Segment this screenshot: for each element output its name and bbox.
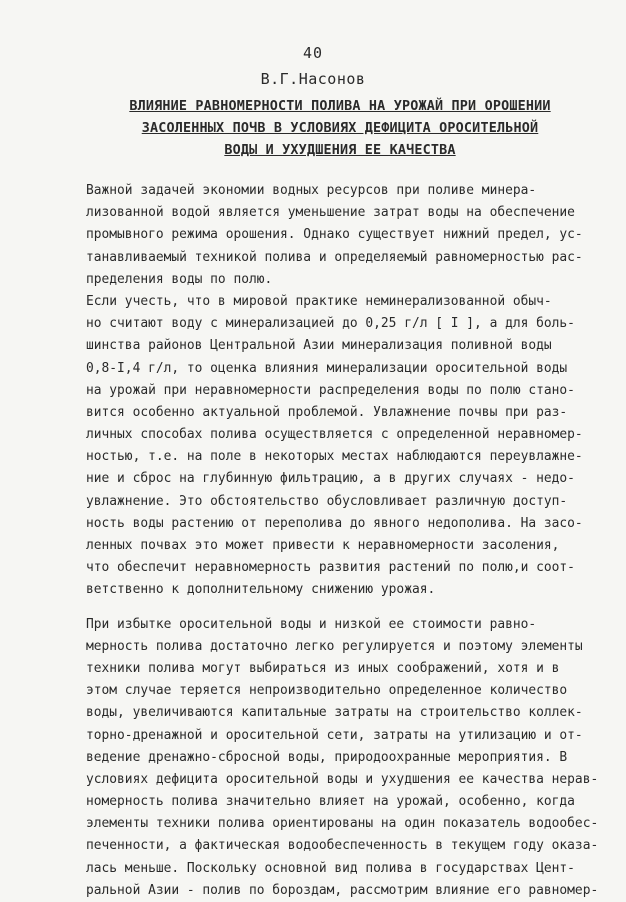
text-line: но считают воду с минерализацией до 0,25 г/л [ I ], а для боль- xyxy=(86,316,575,332)
paragraph xyxy=(86,614,606,902)
text-line: пределения воды по полю. xyxy=(86,271,273,287)
text-line: техники полива могут выбираться из иных соображений, хотя и в xyxy=(86,660,560,676)
text-line: вится особенно актуальной проблемой. Увлажнение почвы при раз- xyxy=(86,404,568,420)
text-line: условиях дефицита оросительной воды и ухудшения ее качества нерав- xyxy=(86,771,599,787)
text-line: на урожай при неравномерности распределения воды по полю стано- xyxy=(86,382,575,398)
text-line: 0,8-I,4 г/л, то оценка влияния минерализации оросительной воды xyxy=(86,360,568,376)
text-line: этом случае теряется непроизводительно определенное количество xyxy=(86,683,568,699)
text-line: ние и сброс на глубинную фильтрацию, а в других случаях - недо- xyxy=(86,471,575,487)
text-line: что обеспечит неравномерность развития растений по полю,и соот- xyxy=(86,560,575,576)
text-line: мерность полива достаточно легко регулируется и поэтому элементы xyxy=(86,638,583,654)
text-line: ральной Азии - полив по бороздам, рассмотрим влияние его равномер- xyxy=(86,882,599,898)
text-line: воды, увеличиваются капитальные затраты на строительство коллек- xyxy=(86,705,583,721)
page-number: 40 xyxy=(302,44,324,62)
text-line: При избытке оросительной воды и низкой ее стоимости равно- xyxy=(86,616,537,632)
text-line: номерность полива значительно влияет на урожай, особенно, когда xyxy=(86,794,575,810)
title-line: ЗАСОЛЕННЫХ ПОЧВ В УСЛОВИЯХ ДЕФИЦИТА ОРОСИТЕЛЬНОЙ xyxy=(141,121,539,136)
text-line: торно-дренажной и оросительной сети, затраты на утилизацию и от- xyxy=(86,727,583,743)
text-line: ленных почвах это может привести к неравномерности засоления, xyxy=(86,538,560,553)
text-line: Если учесть, что в мировой практике неминерализованной обыч- xyxy=(86,293,552,309)
paragraph-gap xyxy=(86,602,606,614)
paragraph xyxy=(86,291,606,602)
author-name: В.Г.Насонов xyxy=(260,70,366,88)
article-title xyxy=(100,96,580,162)
text-line: увлажнение. Это обстоятельство обусловливает различную доступ- xyxy=(86,493,568,509)
text-line: ветственно к дополнительному снижению урожая. xyxy=(86,582,436,598)
text-line: лась меньше. Поскольку основной вид полива в государствах Цент- xyxy=(86,860,575,876)
title-line: ВЛИЯНИЕ РАВНОМЕРНОСТИ ПОЛИВА НА УРОЖАЙ ПРИ ОРОШЕНИИ xyxy=(129,99,551,114)
text-line: ведение дренажно-сбросной воды, природоохранные мероприятия. В xyxy=(86,749,568,765)
text-line: танавливаемый техникой полива и определяемый равномерностью рас- xyxy=(86,249,583,265)
text-line: шинства районов Центральной Азии минерализация поливной воды xyxy=(86,338,552,354)
article-body xyxy=(86,180,606,902)
paragraph xyxy=(86,180,606,291)
text-line: элементы техники полива ориентированы на один показатель водообес- xyxy=(86,816,599,832)
text-line: печенности, а фактическая водообеспеченность в текущем году оказа- xyxy=(86,838,599,854)
text-line: Важной задачей экономии водных ресурсов при поливе минера- xyxy=(86,183,537,198)
text-line: ность воды растению от переполива до явного недополива. На засо- xyxy=(86,515,583,531)
text-line: промывного режима орошения. Однако существует нижний предел, ус- xyxy=(86,227,583,243)
text-line: личных способах полива осуществляется с определенной неравномер- xyxy=(86,427,583,443)
title-line: ВОДЫ И УХУДШЕНИЯ ЕЕ КАЧЕСТВА xyxy=(224,143,456,158)
text-line: лизованной водой является уменьшение затрат воды на обеспечение xyxy=(86,205,575,221)
text-line: ностью, т.е. на поле в некоторых местах наблюдаются переувлажне- xyxy=(86,449,583,465)
